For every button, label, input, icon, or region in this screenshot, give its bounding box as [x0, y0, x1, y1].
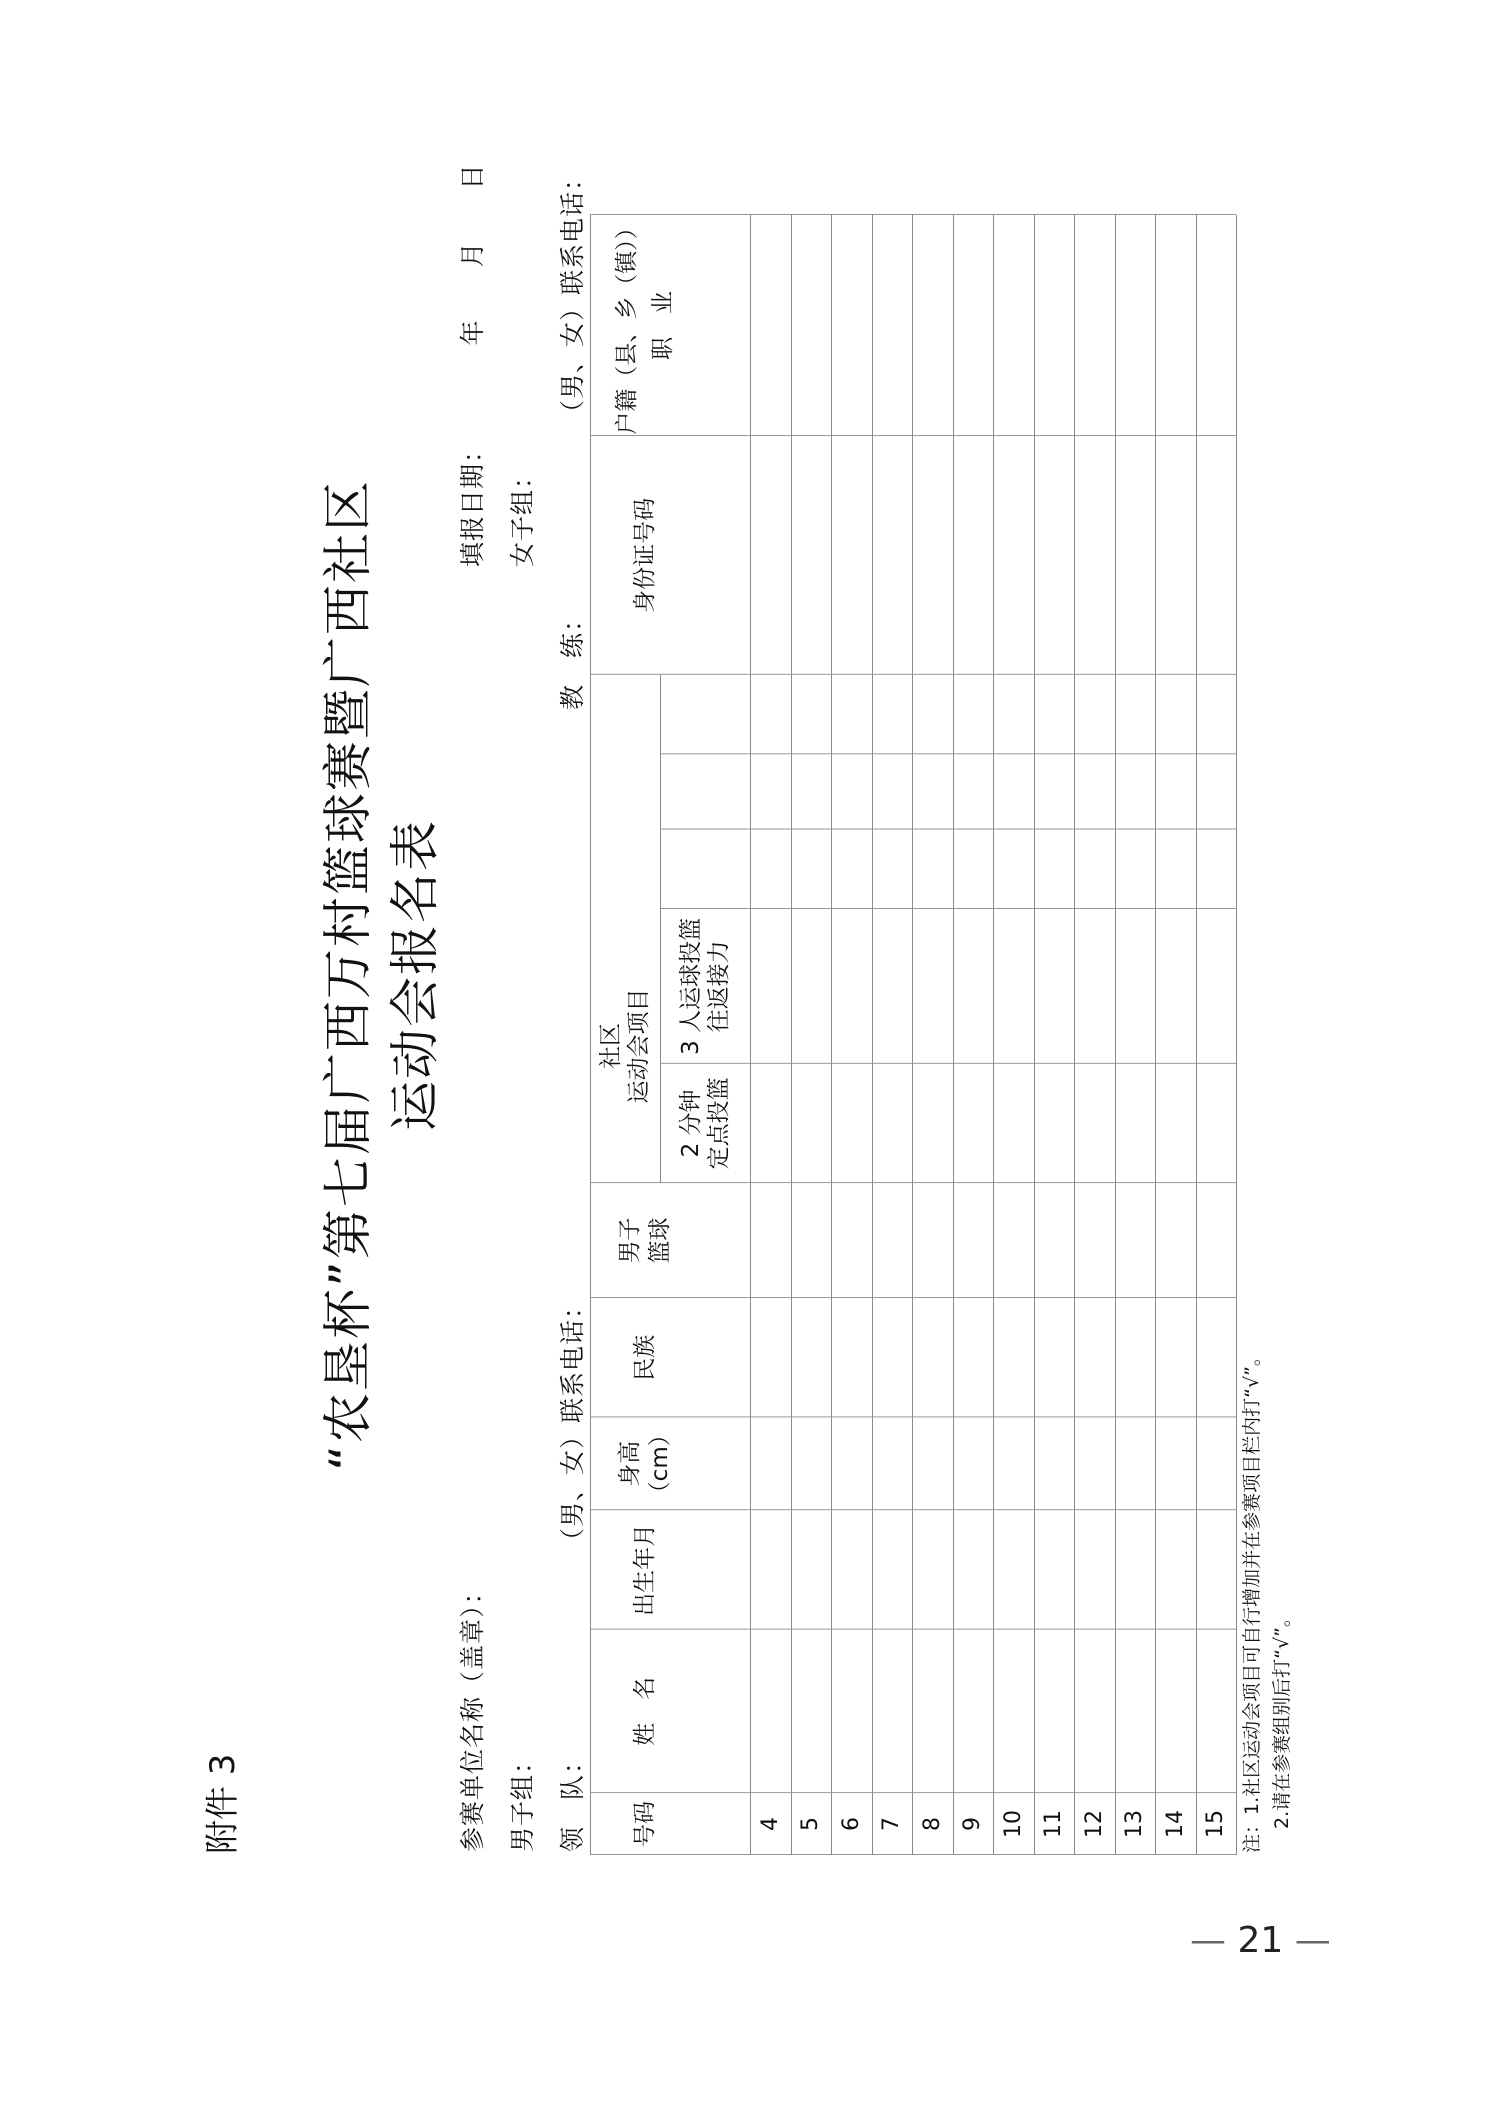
header-residence-occupation: 户籍（县、乡（镇）） 职 业: [614, 216, 676, 435]
header-name: 姓 名: [632, 1676, 658, 1746]
table-row-line: [1074, 215, 1075, 1855]
page-number-dash-left: —: [1190, 1920, 1238, 1961]
table-row-line: [912, 215, 913, 1855]
header-mens-basketball: 男子 篮球: [617, 1217, 673, 1264]
header-event-3person-relay: 3 人运球投篮 往返接力: [678, 917, 732, 1055]
table-row-line: [1115, 215, 1116, 1855]
table-subheader-line: [660, 675, 661, 1183]
row-number: 14: [1162, 1810, 1188, 1839]
header-height: 身高 （cm）: [617, 1423, 673, 1505]
row-number: 12: [1081, 1810, 1107, 1839]
table-column-line: [660, 828, 1236, 829]
table-row-line: [1034, 215, 1035, 1855]
footnote-1: 注：1.社区运动会项目可自行增加并在参赛项目栏内打“√”。: [1241, 1347, 1263, 1853]
row-number: 10: [1000, 1810, 1026, 1839]
table-column-line: [660, 908, 1236, 909]
table-row-line: [1196, 215, 1197, 1855]
table-row-line: [993, 215, 994, 1855]
registration-form-sheet: [190, 155, 1293, 1855]
row-number: 8: [919, 1817, 945, 1832]
table-row-line: [1155, 215, 1156, 1855]
coach-label: 教 练：: [558, 605, 587, 710]
table-row-line: [791, 215, 792, 1855]
row-number: 11: [1041, 1810, 1067, 1839]
header-birth-date: 出生年月: [632, 1523, 658, 1616]
row-number: 15: [1203, 1810, 1229, 1839]
men-group-label: 男子组：: [508, 1747, 537, 1852]
page-number-dash-right: —: [1283, 1920, 1331, 1961]
table-border-top: [590, 215, 591, 1855]
table-column-line: [660, 1063, 1236, 1064]
form-title-line-1: “农垦杯”第七届广西万村篮球赛暨广西社区: [319, 479, 377, 1471]
row-number: 6: [838, 1817, 864, 1832]
attachment-label: 附件 3: [203, 1753, 243, 1854]
table-row-line: [953, 215, 954, 1855]
table-row-line: [831, 215, 832, 1855]
table-row-line: [872, 215, 873, 1855]
table-column-line: [660, 753, 1236, 754]
row-number: 7: [879, 1817, 905, 1832]
women-group-label: 女子组：: [508, 462, 537, 567]
fill-date-label: 填报日期： 年 月 日: [458, 163, 487, 567]
page-number: [1190, 1920, 1331, 1961]
registration-table: [590, 215, 1236, 1855]
unit-name-label: 参赛单位名称（盖章）：: [458, 1578, 487, 1852]
header-number: 号码: [632, 1801, 658, 1848]
header-event-2min-shooting: 2 分钟 定点投篮: [678, 1077, 732, 1170]
row-number: 13: [1122, 1810, 1148, 1839]
row-number: 4: [757, 1817, 783, 1832]
coach-phone-label: （男、女）联系电话：: [558, 164, 587, 425]
table-header-line: [750, 215, 751, 1855]
row-number: 9: [960, 1817, 986, 1832]
header-ethnicity: 民族: [632, 1334, 658, 1381]
page-number-value: 21: [1237, 1920, 1284, 1961]
footnote-2: 2.请在参赛组别后打“√”。: [1271, 1608, 1293, 1829]
form-title-line-2: 运动会报名表: [386, 819, 444, 1131]
team-leader-label: 领 队：: [558, 1747, 587, 1852]
row-number: 5: [798, 1817, 824, 1832]
header-community-events: 社区 运动会项目: [598, 988, 652, 1104]
leader-phone-label: （男、女）联系电话：: [558, 1292, 587, 1553]
header-id-number: 身份证号码: [632, 497, 658, 613]
